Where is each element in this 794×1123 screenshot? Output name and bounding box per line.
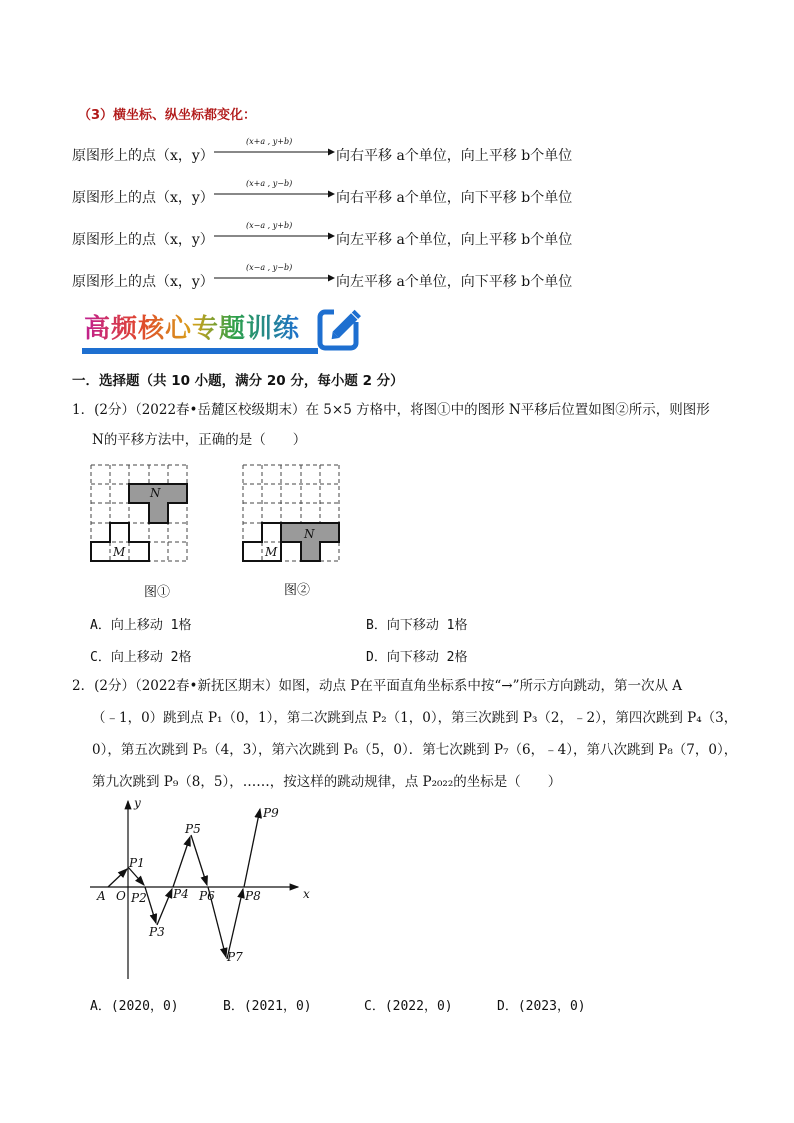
rule-prefix: 原图形上的点（x，y） <box>72 148 214 164</box>
point-p8-label: P8 <box>245 889 261 903</box>
point-p3-label: P3 <box>149 925 165 939</box>
point-p7-label: P7 <box>227 950 243 964</box>
figure-2-caption: 图② <box>284 583 311 598</box>
point-p4-label: P4 <box>173 887 189 901</box>
section-banner <box>82 304 364 356</box>
rule-result: 向右平移 a个单位，向上平移 b个单位 <box>336 148 573 164</box>
option-d[interactable]: D．向下移动 2格 <box>366 650 468 665</box>
point-p5-label: P5 <box>185 822 201 836</box>
question-1-line: N的平移方法中，正确的是（ ） <box>92 432 307 448</box>
mapping-arrow-icon <box>214 273 336 283</box>
option-a[interactable]: A．(2020，0) <box>90 999 179 1014</box>
jump-segment <box>157 889 172 925</box>
jump-segment <box>108 869 127 887</box>
question-2-line: 2．(2分）（2022春•新抚区期末）如图，动点 P在平面直角坐标系中按“→”所示方向跳动，第一次从 A <box>72 678 683 694</box>
grid-figure-1 <box>90 464 188 564</box>
grid-figure-2 <box>242 464 340 564</box>
point-p6-label: P6 <box>199 889 215 903</box>
rule-result: 向右平移 a个单位，向下平移 b个单位 <box>336 190 573 206</box>
x-axis-label: x <box>303 887 310 901</box>
origin-label: O <box>116 889 126 903</box>
rule-mapping: (x−a , y+b) <box>246 221 293 230</box>
option-b[interactable]: B．向下移动 1格 <box>366 618 468 633</box>
rule-mapping: (x−a , y−b) <box>246 263 293 272</box>
rule-result: 向左平移 a个单位，向上平移 b个单位 <box>336 232 573 248</box>
rule-result: 向左平移 a个单位，向下平移 b个单位 <box>336 274 573 290</box>
section-title: （3）横坐标、纵坐标都变化： <box>78 108 257 123</box>
option-d[interactable]: D．(2023，0) <box>497 999 586 1014</box>
option-c[interactable]: C．(2022，0) <box>364 999 453 1014</box>
point-p1-label: P1 <box>129 856 145 870</box>
mapping-arrow-icon <box>214 189 336 199</box>
rule-mapping: (x+a , y+b) <box>246 137 293 146</box>
rule-prefix: 原图形上的点（x，y） <box>72 274 214 290</box>
jump-segment <box>191 835 207 885</box>
point-p2-label: P2 <box>131 891 147 905</box>
question-2-line: （﹣1，0）跳到点 P₁（0，1），第二次跳到点 P₂（1，0），第三次跳到 P₃（2，﹣2），第四次跳到 P₄（3， <box>92 710 738 726</box>
jump-segment <box>244 809 260 887</box>
mapping-arrow-icon <box>214 147 336 157</box>
point-p9-label: P9 <box>263 806 279 820</box>
jump-segment <box>173 837 190 887</box>
point-a-label: A <box>97 889 106 903</box>
question-1-line: 1．(2分）（2022春•岳麓区校级期末）在 5×5 方格中，将图①中的图形 N平移后位置如图②所示，则图形 <box>72 402 710 418</box>
mapping-arrow-icon <box>214 231 336 241</box>
banner-title: 高频核心专题训练 <box>84 308 300 345</box>
rule-prefix: 原图形上的点（x，y） <box>72 232 214 248</box>
edit-pencil-icon <box>316 304 364 356</box>
rule-mapping: (x+a , y−b) <box>246 179 293 188</box>
y-axis-label: y <box>134 796 141 810</box>
shape-m-label: M <box>265 545 278 559</box>
jump-segment <box>227 889 243 959</box>
option-b[interactable]: B．(2021，0) <box>223 999 312 1014</box>
shape-n-label: N <box>304 527 315 541</box>
shape-n-label: N <box>150 486 161 500</box>
figure-1-caption: 图① <box>144 585 171 600</box>
option-a[interactable]: A．向上移动 1格 <box>90 618 192 633</box>
banner-underline <box>82 348 318 354</box>
shape-m-label: M <box>113 545 126 559</box>
question-2-line: 0），第五次跳到 P₅（4，3），第六次跳到 P₆（5，0）．第七次跳到 P₇（6，﹣4），第八次跳到 P₈（7，0）， <box>92 742 738 758</box>
question-2-line: 第九次跳到 P₉（8，5），……，按这样的跳动规律，点 P₂₀₂₂的坐标是（ ） <box>92 774 562 790</box>
section-heading: 一．选择题（共 10 小题，满分 20 分，每小题 2 分） <box>72 373 404 389</box>
option-c[interactable]: C．向上移动 2格 <box>90 650 192 665</box>
rule-prefix: 原图形上的点（x，y） <box>72 190 214 206</box>
